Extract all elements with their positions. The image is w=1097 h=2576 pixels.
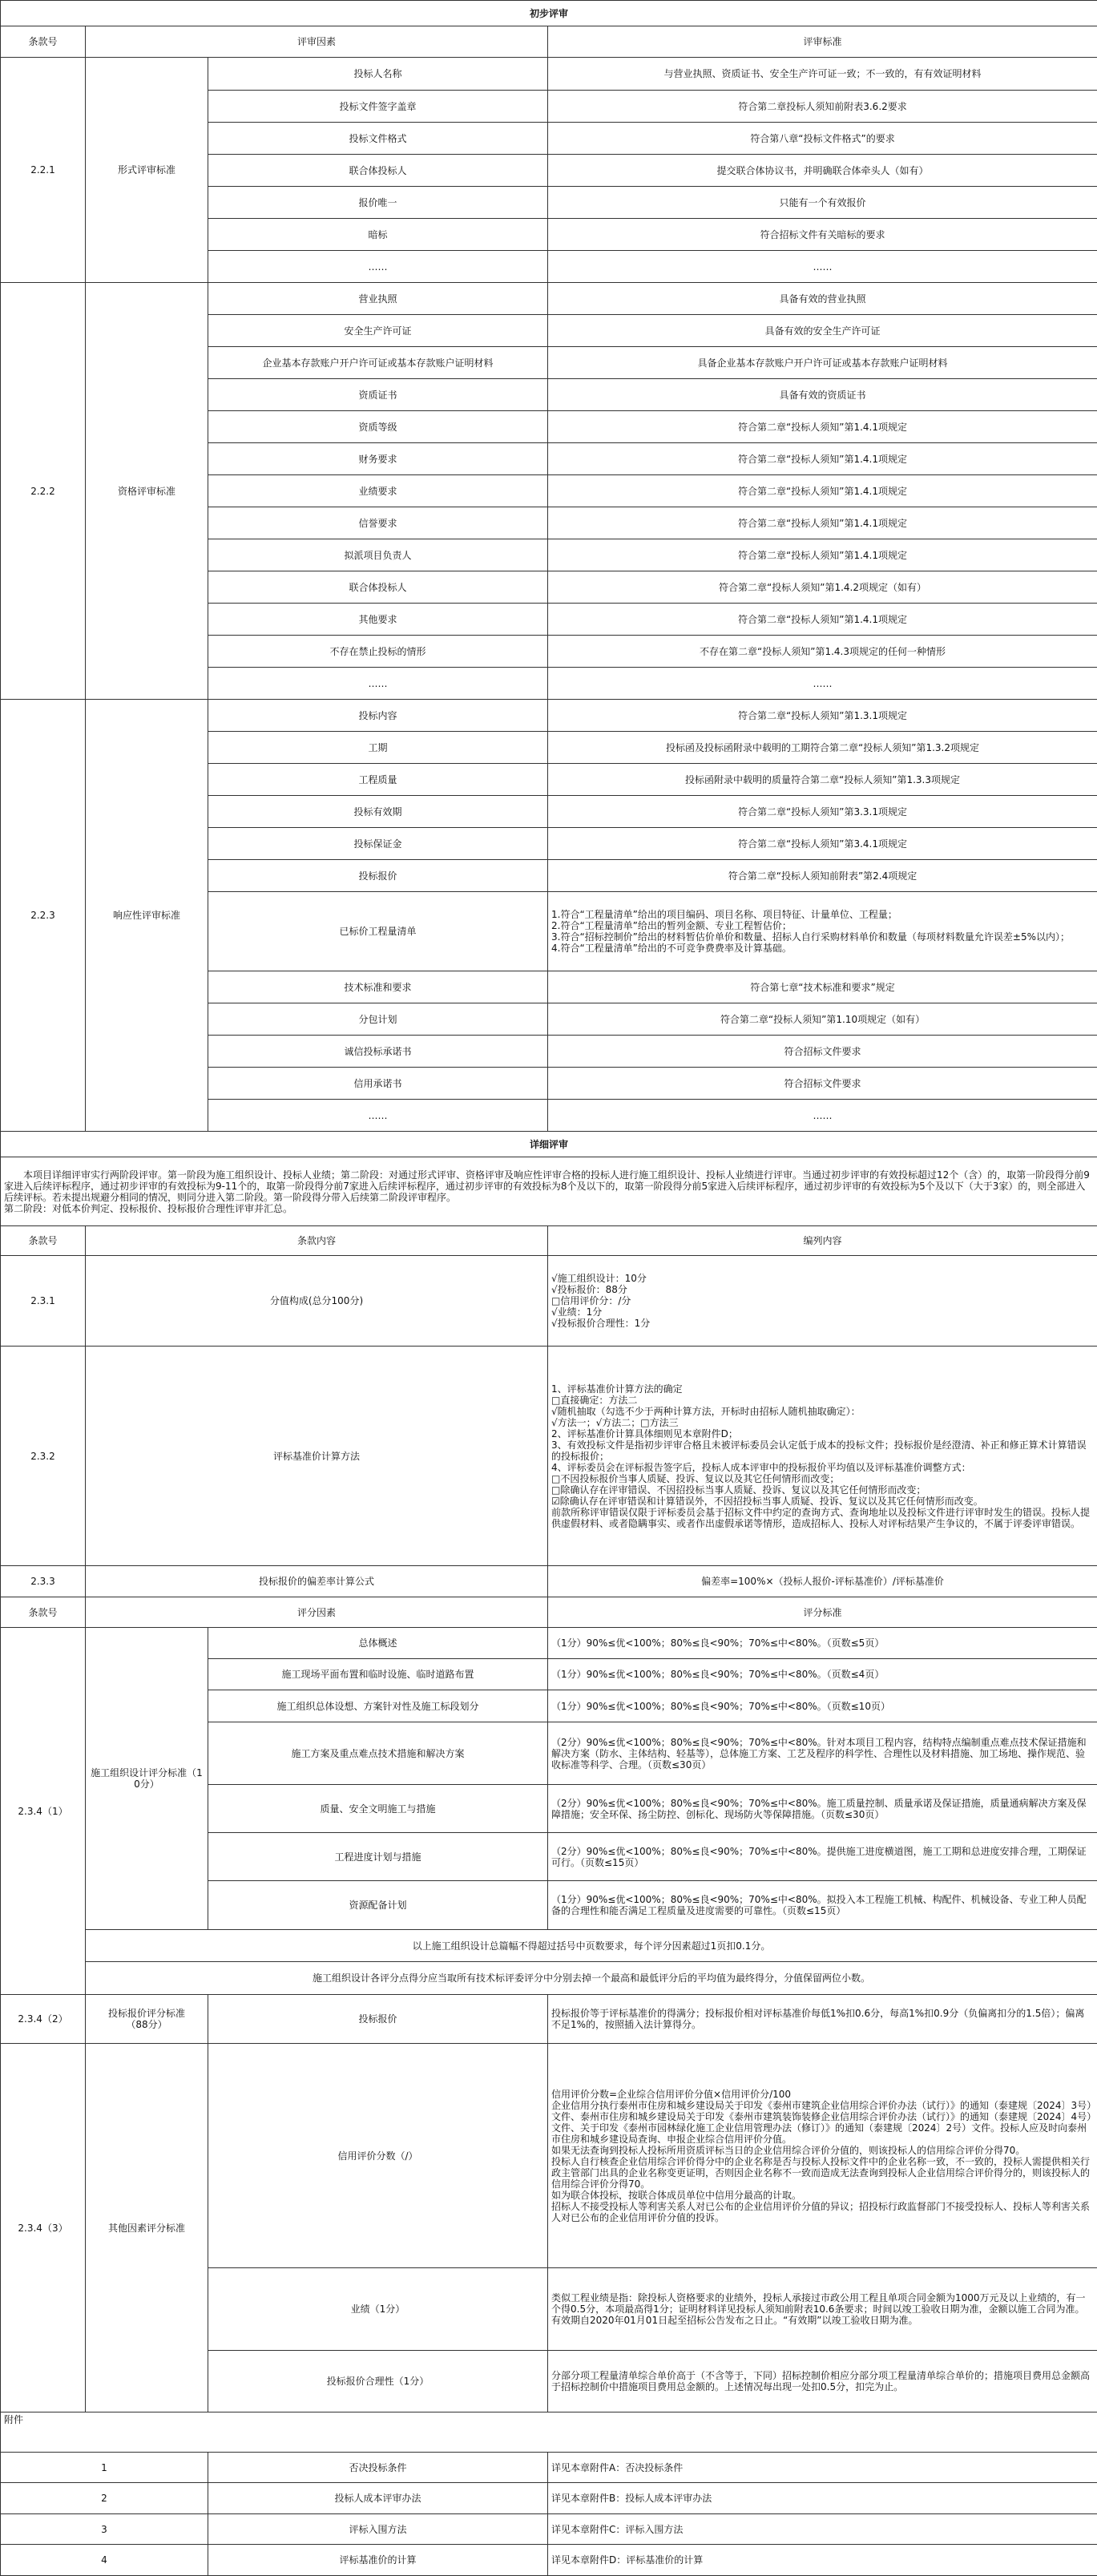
header-standard: 评审标准 — [548, 26, 1097, 58]
factor-cell: 安全生产许可证 — [208, 315, 548, 347]
standard-cell: 符合第二章“投标人须知”第1.4.1项规定 — [548, 411, 1097, 443]
factor-cell: 资质等级 — [208, 411, 548, 443]
header-factor: 评审因素 — [86, 26, 548, 58]
appendix-ref: 详见本章附件A：否决投标条件 — [548, 2453, 1097, 2483]
header-row — [1, 1597, 1097, 1628]
appendix-ref: 详见本章附件B：投标人成本评审办法 — [548, 2483, 1097, 2514]
detail-cell: 偏差率=100%×（投标人报价-评标基准价）/评标基准价 — [548, 1566, 1097, 1597]
factor-cell: …… — [208, 668, 548, 700]
standard-cell: …… — [548, 1100, 1097, 1132]
standard-cell: 具备企业基本存款账户开户许可证或基本存款账户证明材料 — [548, 347, 1097, 379]
table-row — [1, 58, 1097, 91]
section-title-row — [1, 1, 1097, 26]
table-row — [1, 283, 1097, 315]
standard-cell: 符合招标文件要求 — [548, 1036, 1097, 1068]
standard-cell: （2分）90%≤优<100%；80%≤良<90%；70%≤中<80%。施工质量控制、质量承诺及保证措施，质量通病解决方案及保障措施；安全环保、扬尘防控、创标化、现场防火等保障措施。（页数≤30页） — [548, 1785, 1097, 1833]
table-row — [1, 2514, 1097, 2545]
factor-cell: 总体概述 — [208, 1628, 548, 1659]
note-row — [1, 1962, 1097, 1995]
factor-cell: 业绩（1分） — [208, 2268, 548, 2351]
standard-cell: 符合招标文件要求 — [548, 1068, 1097, 1100]
price-row — [1, 1995, 1097, 2044]
factor-cell: 投标内容 — [208, 700, 548, 732]
group-name: 资格评审标准 — [86, 283, 208, 700]
factor-cell: 工期 — [208, 732, 548, 764]
factor-cell: 工程进度计划与措施 — [208, 1833, 548, 1881]
factor-cell: 业绩要求 — [208, 475, 548, 507]
factor-cell: 报价唯一 — [208, 187, 548, 219]
standard-cell: 符合第七章“技术标准和要求”规定 — [548, 971, 1097, 1003]
clause-number: 2.3.4（1） — [1, 1628, 86, 1995]
standard-cell: （1分）90%≤优<100%；80%≤良<90%；70%≤中<80%。（页数≤5页） — [548, 1628, 1097, 1659]
standard-cell: 符合第二章“投标人须知”第3.4.1项规定 — [548, 828, 1097, 860]
standard-cell: 符合第二章“投标人须知”第1.10项规定（如有） — [548, 1003, 1097, 1036]
factor-cell: 信用承诺书 — [208, 1068, 548, 1100]
table-row — [1, 1566, 1097, 1597]
factor-cell: 信用评价分数（/） — [208, 2044, 548, 2268]
appendix-number: 4 — [1, 2545, 208, 2576]
section-title-row — [1, 1132, 1097, 1157]
section-title-detailed: 详细评审 — [1, 1132, 1097, 1157]
clause-number: 2.3.4（3） — [1, 2044, 86, 2412]
factor-cell: 施工现场平面布置和临时设施、临时道路布置 — [208, 1659, 548, 1690]
standard-cell: 符合第二章“投标人须知”第1.4.1项规定 — [548, 604, 1097, 636]
standard-cell: 提交联合体协议书，并明确联合体牵头人（如有） — [548, 155, 1097, 187]
detail-cell: √施工组织设计：10分 √投标报价：88分 □信用评价分：/分 √业绩：1分 √投标报价合理性：1分 — [548, 1256, 1097, 1347]
appendix-ref: 详见本章附件C：评标入围方法 — [548, 2514, 1097, 2545]
factor-cell: 资质证书 — [208, 379, 548, 411]
group-name: 其他因素评分标准 — [86, 2044, 208, 2412]
standard-cell: 符合第二章“投标人须知”第1.4.1项规定 — [548, 507, 1097, 539]
standard-cell: 投标报价等于评标基准价的得满分；投标报价相对评标基准价每低1%扣0.6分，每高1%扣0.9分（负偏离扣分的1.5倍）；偏离不足1%的，按照插入法计算得分。 — [548, 1995, 1097, 2044]
standard-cell: 符合招标文件有关暗标的要求 — [548, 219, 1097, 251]
standard-cell: 符合第二章“投标人须知”第1.4.1项规定 — [548, 443, 1097, 475]
factor-cell: 分包计划 — [208, 1003, 548, 1036]
factor-cell: …… — [208, 251, 548, 283]
factor-cell: 技术标准和要求 — [208, 971, 548, 1003]
group-name: 形式评审标准 — [86, 58, 208, 283]
header-row — [1, 26, 1097, 58]
standard-cell: 符合第八章“投标文件格式”的要求 — [548, 123, 1097, 155]
factor-cell: 已标价工程量清单 — [208, 892, 548, 971]
standard-cell: 类似工程业绩是指：除投标人资格要求的业绩外，投标人承接过市政公用工程且单项合同金额为1000万元及以上业绩的，有一个得0.5分，本项最高得1分；证明材料详见投标人须知前附表10.6条要求；时间以竣工验收日期为准，金额以施工合同为准。 有效期自2020年01月01日起至招标公告发布之日止。“有效期”以竣工验收日期为准。 — [548, 2268, 1097, 2351]
factor-cell: 施工组织总体设想、方案针对性及施工标段划分 — [208, 1690, 548, 1722]
content-cell: 评标基准价计算方法 — [86, 1347, 548, 1566]
header-row — [1, 1226, 1097, 1256]
factor-cell: 投标人名称 — [208, 58, 548, 91]
table-row — [1, 2044, 1097, 2268]
group-name: 施工组织设计评分标准（10分） — [86, 1628, 208, 1930]
org-design-note-2: 施工组织设计各评分点得分应当取所有技术标评委评分中分别去掉一个最高和最低评分后的平均值为最终得分，分值保留两位小数。 — [86, 1962, 1097, 1995]
standard-cell: 投标函及投标函附录中载明的工期符合第二章“投标人须知”第1.3.2项规定 — [548, 732, 1097, 764]
standard-cell: 符合第二章“投标人须知前附表”第2.4项规定 — [548, 860, 1097, 892]
table-row — [1, 2483, 1097, 2514]
clause-number: 2.3.3 — [1, 1566, 86, 1597]
table-row — [1, 2545, 1097, 2576]
detail-cell: 1、评标基准价计算方法的确定 □直接确定：方法二 √随机抽取（勾选不少于两种计算方法，开标时由招标人随机抽取确定）： √方法一；√方法二；□方法三 2、评标基准价计算具体细则见本章附件D； 3、有效投标文件是指初步评审合格且未被评标委员会认定低于成本的投标文件；投标报价是经澄清、补正和修正算术计算错误的投标报价； 4、评标委员会在评标报告签字后，投标人成本评审中的投标报价平均值以及评标基准价调整方式： □不因投标报价当事人质疑、投诉、复议以及其它任何情形而改变； □除确认存在评审错误、不因招投标当事人质疑、投诉、复议以及其它任何情形而改变； ☑除确认存在评审错误和计算错误外，不因招投标当事人质疑、投诉、复议以及其它任何情形而改变。 前款所称评审错误仅限于评标委员会基于招标文件中约定的查询方式、查询地址以及投标文件进行评审时发生的错误。投标人提供虚假材料、或者隐瞒事实、或者作出虚假承诺等情形，造成招标人、投标人对评标结果产生争议的，不属于评委评审错误。 — [548, 1347, 1097, 1566]
standard-cell: 信用评价分数=企业综合信用评价分值×信用评价分/100 企业信用分执行泰州市住房和城乡建设局关于印发《泰州市建筑企业信用综合评价办法（试行）》的通知（泰建规〔2024〕3号）文件、泰州市住房和城乡建设局关于印发《泰州市建筑装饰装修企业信用综合评价办法（试行）》的通知（泰建规〔2024〕4号）文件、关于印发《泰州市园林绿化施工企业信用管理办法（修订）》的通知（泰建规〔2024〕2号）文件。投标人应及时向泰州市住房和城乡建设局查询、申报企业综合信用评价分值。 如果无法查询到投标人投标所用资质评标当日的企业信用综合评价分值的，则该投标人的信用综合评价分得70。 投标人自行核查企业信用综合评价得分中的企业名称是否与投标人投标文件中的企业名称一致，不一致的，投标人需提供相关行政主管部门出具的企业名称变更证明，否则因企业名称不一致而造成无法查询到投标人企业信用综合评价得分的，则该投标人的信用综合评价分得70。 如为联合体投标，按联合体成员单位中信用分最高的计取。 招标人不接受投标人等利害关系人对已公布的企业信用评价分值的异议；招投标行政监督部门不接受投标人、投标人等利害关系人对已公布的企业信用评价分值的投诉。 — [548, 2044, 1097, 2268]
table-row — [1, 1256, 1097, 1347]
factor-cell: 企业基本存款账户开户许可证或基本存款账户证明材料 — [208, 347, 548, 379]
table-row — [1, 2453, 1097, 2483]
header-score-factor: 评分因素 — [86, 1597, 548, 1628]
table-row — [1, 1628, 1097, 1659]
header-clause: 条款号 — [1, 1226, 86, 1256]
content-cell: 投标报价的偏差率计算公式 — [86, 1566, 548, 1597]
standard-cell: 1.符合“工程量清单”给出的项目编码、项目名称、项目特征、计量单位、工程量； 2.符合“工程量清单”给出的暂列金额、专业工程暂估价； 3.符合“招标控制价”给出的材料暂估价单价和数量、招标人自行采购材料单价和数量（每项材料数量允许误差±5%以内）； 4.符合“工程量清单”给出的不可竞争费费率及计算基础。 — [548, 892, 1097, 971]
table-row — [1, 1347, 1097, 1566]
factor-cell: 投标报价 — [208, 860, 548, 892]
factor-cell: 工程质量 — [208, 764, 548, 796]
standard-cell: （2分）90%≤优<100%；80%≤良<90%；70%≤中<80%。提供施工进度横道图，施工工期和总进度安排合理，工期保证可行。（页数≤15页） — [548, 1833, 1097, 1881]
standard-cell: 符合第二章“投标人须知”第3.3.1项规定 — [548, 796, 1097, 828]
note-row — [1, 1930, 1097, 1962]
factor-cell: 联合体投标人 — [208, 155, 548, 187]
group-name: 响应性评审标准 — [86, 700, 208, 1132]
appendix-title-row — [1, 2412, 1097, 2453]
clause-number: 2.3.1 — [1, 1256, 86, 1347]
standard-cell: （1分）90%≤优<100%；80%≤良<90%；70%≤中<80%。（页数≤4页） — [548, 1659, 1097, 1690]
factor-cell: 投标文件格式 — [208, 123, 548, 155]
factor-cell: 营业执照 — [208, 283, 548, 315]
header-score-standard: 评分标准 — [548, 1597, 1097, 1628]
factor-cell: 其他要求 — [208, 604, 548, 636]
header-detail: 编列内容 — [548, 1226, 1097, 1256]
factor-cell: 不存在禁止投标的情形 — [208, 636, 548, 668]
appendix-ref: 详见本章附件D：评标基准价的计算 — [548, 2545, 1097, 2576]
group-name: 投标报价评分标准 （88分） — [86, 1995, 208, 2044]
standard-cell: 具备有效的安全生产许可证 — [548, 315, 1097, 347]
detailed-intro: 本项目详细评审实行两阶段评审。第一阶段为施工组织设计、投标人业绩；第二阶段：对通过形式评审、资格评审及响应性评审合格的投标人进行施工组织设计、投标人业绩进行评审。当通过初步评审的有效投标超过12个（含）的，取第一阶段得分前9家进入后续评标程序，通过初步评审的有效投标为9-11个的，取第一阶段得分前7家进入后续评标程序，通过初步评审的有效投标为8个及以下的，取第一阶段得分前5家进入后续评标程序，通过初步评审的有效投标为5个及以下（大于3家）的，则全部进入后续评标。若未提出规避分相同的情况，则同分进入第二阶段。第一阶段得分带入后续第二阶段评审程序。 第二阶段：对低本价判定、投标报价、投标报价合理性评审并汇总。 — [1, 1157, 1097, 1226]
standard-cell: 不存在第二章“投标人须知”第1.4.3项规定的任何一种情形 — [548, 636, 1097, 668]
clause-number: 2.2.2 — [1, 283, 86, 700]
factor-cell: 投标文件签字盖章 — [208, 91, 548, 123]
standard-cell: （1分）90%≤优<100%；80%≤良<90%；70%≤中<80%。拟投入本工程施工机械、构配件、机械设备、专业工种人员配备的合理性和能否满足工程质量及进度需要的可靠性。（页数≤15页） — [548, 1881, 1097, 1930]
appendix-title: 附件 — [1, 2412, 1097, 2453]
clause-number: 2.3.4（2） — [1, 1995, 86, 2044]
factor-cell: 投标报价 — [208, 1995, 548, 2044]
factor-cell: 联合体投标人 — [208, 571, 548, 604]
factor-cell: 信誉要求 — [208, 507, 548, 539]
factor-cell: 诚信投标承诺书 — [208, 1036, 548, 1068]
standard-cell: （1分）90%≤优<100%；80%≤良<90%；70%≤中<80%。（页数≤10页） — [548, 1690, 1097, 1722]
clause-number: 2.2.1 — [1, 58, 86, 283]
factor-cell: 投标报价合理性（1分） — [208, 2351, 548, 2412]
standard-cell: 只能有一个有效报价 — [548, 187, 1097, 219]
standard-cell: （2分）90%≤优<100%；80%≤良<90%；70%≤中<80%。针对本项目工程内容，结构特点编制重点难点技术保证措施和解决方案（防水、主体结构、轻基等），总体施工方案、工艺及程序的科学性、合理性以及材料措施、加工场地、操作规范、验收标准等科学、合理。（页数≤30页） — [548, 1722, 1097, 1785]
standard-cell: 分部分项工程量清单综合单价高于（不含等于，下同）招标控制价相应分部分项工程量清单综合单价的；措施项目费用总金额高于招标控制价中措施项目费用总金额的。上述情况每出现一处扣0.5分，扣完为止。 — [548, 2351, 1097, 2412]
appendix-item: 评标入围方法 — [208, 2514, 548, 2545]
standard-cell: 具备有效的资质证书 — [548, 379, 1097, 411]
appendix-number: 2 — [1, 2483, 208, 2514]
appendix-number: 3 — [1, 2514, 208, 2545]
header-clause: 条款号 — [1, 26, 86, 58]
appendix-number: 1 — [1, 2453, 208, 2483]
standard-cell: 投标函附录中载明的质量符合第二章“投标人须知”第1.3.3项规定 — [548, 764, 1097, 796]
section-title-initial: 初步评审 — [1, 1, 1097, 26]
intro-row — [1, 1157, 1097, 1226]
standard-cell: 符合第二章“投标人须知”第1.4.1项规定 — [548, 475, 1097, 507]
clause-number: 2.2.3 — [1, 700, 86, 1132]
factor-cell: 拟派项目负责人 — [208, 539, 548, 571]
standard-cell: 符合第二章“投标人须知”第1.4.1项规定 — [548, 539, 1097, 571]
factor-cell: 资源配备计划 — [208, 1881, 548, 1930]
factor-cell: 投标保证金 — [208, 828, 548, 860]
factor-cell: …… — [208, 1100, 548, 1132]
standard-cell: 与营业执照、资质证书、安全生产许可证一致；不一致的，有有效证明材料 — [548, 58, 1097, 91]
factor-cell: 暗标 — [208, 219, 548, 251]
appendix-item: 投标人成本评审办法 — [208, 2483, 548, 2514]
standard-cell: 符合第二章“投标人须知”第1.3.1项规定 — [548, 700, 1097, 732]
org-design-note-1: 以上施工组织设计总篇幅不得超过括号中页数要求，每个评分因素超过1页扣0.1分。 — [86, 1930, 1097, 1962]
appendix-item: 评标基准价的计算 — [208, 2545, 548, 2576]
standard-cell: 具备有效的营业执照 — [548, 283, 1097, 315]
factor-cell: 质量、安全文明施工与措施 — [208, 1785, 548, 1833]
table-row — [1, 700, 1097, 732]
factor-cell: 施工方案及重点难点技术措施和解决方案 — [208, 1722, 548, 1785]
standard-cell: 符合第二章“投标人须知”第1.4.2项规定（如有） — [548, 571, 1097, 604]
standard-cell: …… — [548, 668, 1097, 700]
header-clause: 条款号 — [1, 1597, 86, 1628]
header-content: 条款内容 — [86, 1226, 548, 1256]
factor-cell: 投标有效期 — [208, 796, 548, 828]
standard-cell: …… — [548, 251, 1097, 283]
clause-number: 2.3.2 — [1, 1347, 86, 1566]
standard-cell: 符合第二章投标人须知前附表3.6.2要求 — [548, 91, 1097, 123]
appendix-item: 否决投标条件 — [208, 2453, 548, 2483]
content-cell: 分值构成(总分100分) — [86, 1256, 548, 1347]
factor-cell: 财务要求 — [208, 443, 548, 475]
